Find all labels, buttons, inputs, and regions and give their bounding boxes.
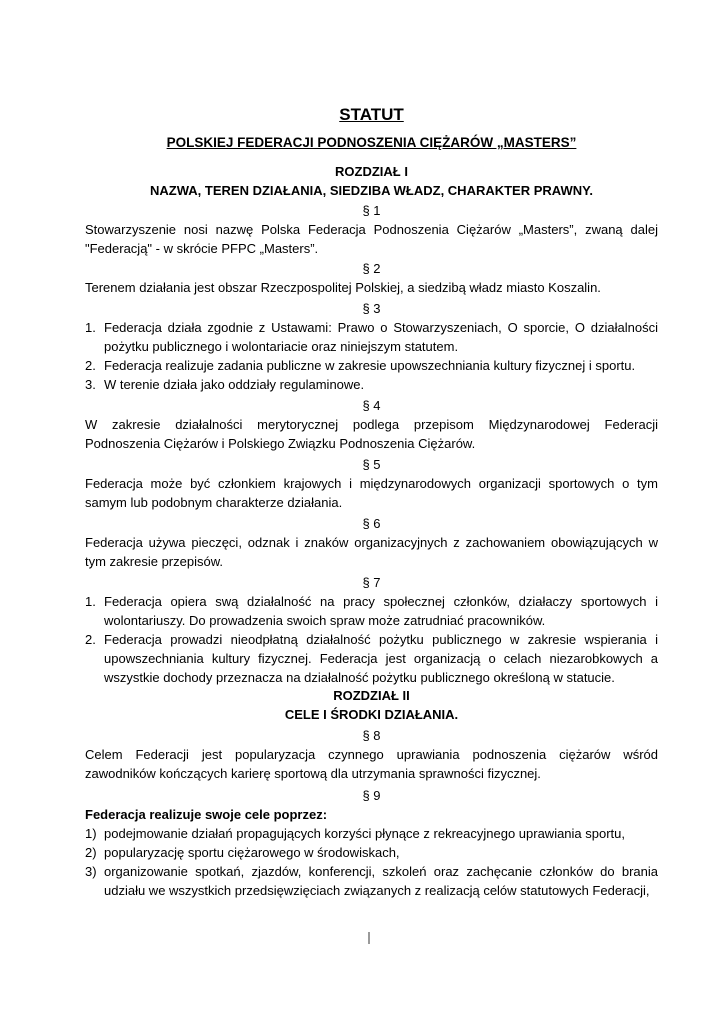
chapter-1-label: ROZDZIAŁ I <box>335 164 408 179</box>
section-3-item <box>85 375 658 394</box>
section-9-item-number: 1) <box>85 826 97 841</box>
section-3-item <box>85 318 658 356</box>
section-9 <box>85 786 658 900</box>
section-9-item-number: 2) <box>85 845 97 860</box>
section-9-item <box>85 862 658 900</box>
section-2-text: Terenem działania jest obszar Rzeczpospolitej Polskiej, a siedzibą władz miasto Koszalin. <box>85 280 601 295</box>
section-3-item-number: 3. <box>85 377 96 392</box>
section-9-lead: Federacja realizuje swoje cele poprzez: <box>85 807 328 822</box>
section-8-text: Celem Federacji jest popularyzacja czynnego uprawiania podnoszenia ciężarów wśród zawodników kończących karierę sportową dla utrzymania sprawności fizycznej. <box>85 747 658 781</box>
section-3-item <box>85 356 658 375</box>
section-7-item <box>85 592 658 630</box>
section-3-item-text: Federacja działa zgodnie z Ustawami: Prawo o Stowarzyszeniach, O sporcie, O działalności pożytku publicznego i wolontariacie oraz niniejszym statutem. <box>104 320 658 354</box>
section-8 <box>85 726 658 783</box>
section-8-mark: § 8 <box>362 728 381 743</box>
chapter-1-heading: NAZWA, TEREN DZIAŁANIA, SIEDZIBA WŁADZ, CHARAKTER PRAWNY. <box>150 183 593 198</box>
section-9-item-text: popularyzację sportu ciężarowego w środowiskach, <box>104 845 400 860</box>
section-5-text: Federacja może być członkiem krajowych i międzynarodowych organizacji sportowych o tym samym lub podobnym charakterze działania. <box>85 476 658 510</box>
section-7 <box>85 573 658 687</box>
section-7-item-text: Federacja prowadzi nieodpłatną działalność pożytku publicznego w zakresie wspierania i upowszechniania kultury fizycznej. Federacja jest organizacją o celach niezarobkowych a wszystkie dochody przeznacza na działalność pożytku publicznego określoną w statucie. <box>104 632 658 685</box>
section-3 <box>85 299 658 394</box>
chapter-2-header <box>85 686 658 724</box>
section-9-mark: § 9 <box>362 788 381 803</box>
section-1-text: Stowarzyszenie nosi nazwę Polska Federacja Podnoszenia Ciężarów „Masters”, zwaną dalej "Federacją" - w skrócie PFPC „Masters”. <box>85 222 658 256</box>
section-9-item-number: 3) <box>85 864 97 879</box>
section-2 <box>85 259 658 297</box>
document-title: STATUT <box>339 105 404 124</box>
section-5 <box>85 455 658 512</box>
section-6-text: Federacja używa pieczęci, odznak i znaków organizacyjnych z zachowaniem obowiązujących w tym zakresie przepisów. <box>85 535 658 569</box>
section-1 <box>85 201 658 258</box>
section-7-item-text: Federacja opiera swą działalność na pracy społecznej członków, działaczy sportowych i wolontariuszy. Do prowadzenia swoich spraw może zatrudniać pracowników. <box>104 594 658 628</box>
section-7-item <box>85 630 658 687</box>
section-9-item <box>85 824 658 843</box>
section-7-item-number: 2. <box>85 632 96 647</box>
section-3-item-text: Federacja realizuje zadania publiczne w zakresie upowszechniania kultury fizycznej i sportu. <box>104 358 636 373</box>
section-7-mark: § 7 <box>362 575 381 590</box>
section-2-mark: § 2 <box>362 261 381 276</box>
section-4-mark: § 4 <box>362 398 381 413</box>
document-subtitle: POLSKIEJ FEDERACJI PODNOSZENIA CIĘŻARÓW „MASTERS” <box>166 135 577 150</box>
section-3-item-text: W terenie działa jako oddziały regulaminowe. <box>104 377 365 392</box>
section-3-item-number: 1. <box>85 320 96 335</box>
section-9-item <box>85 843 658 862</box>
page-number-mark <box>368 932 370 944</box>
section-9-item-text: organizowanie spotkań, zjazdów, konferencji, szkoleń oraz zachęcanie członków do brania udziału we wszystkich przedsięwzięciach związanych z realizacją celów statutowych Federacji, <box>104 864 658 898</box>
chapter-1-header <box>85 162 658 200</box>
section-1-mark: § 1 <box>362 203 381 218</box>
section-5-mark: § 5 <box>362 457 381 472</box>
chapter-2-label: ROZDZIAŁ II <box>333 688 410 703</box>
chapter-2-heading: CELE I ŚRODKI DZIAŁANIA. <box>284 707 459 722</box>
section-6 <box>85 514 658 571</box>
section-4 <box>85 396 658 453</box>
section-3-mark: § 3 <box>362 301 381 316</box>
section-3-item-number: 2. <box>85 358 96 373</box>
section-9-item-text: podejmowanie działań propagujących korzyści płynące z rekreacyjnego uprawiania sportu, <box>104 826 626 841</box>
section-7-item-number: 1. <box>85 594 96 609</box>
section-4-text: W zakresie działalności merytorycznej podlega przepisom Międzynarodowej Federacji Podnoszenia Ciężarów i Polskiego Związku Podnoszenia Ciężarów. <box>85 417 658 451</box>
section-6-mark: § 6 <box>362 516 381 531</box>
